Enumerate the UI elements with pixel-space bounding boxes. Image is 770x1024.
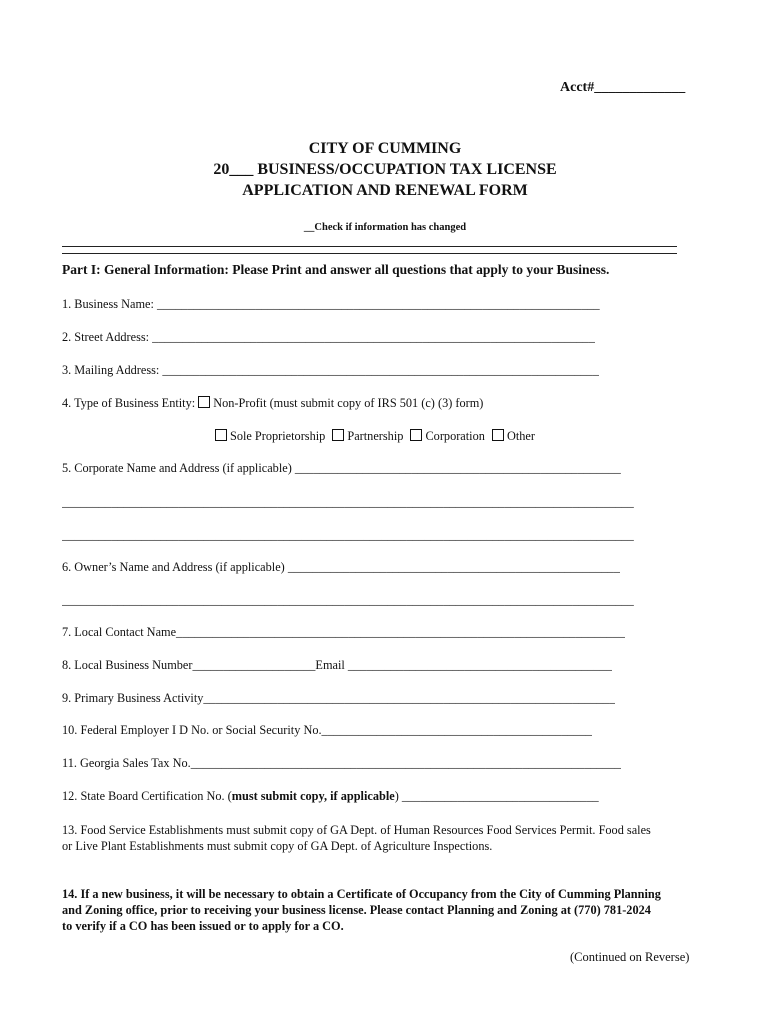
- corporate-address-line-2[interactable]: _____________________________________________________________________________________________: [62, 495, 634, 509]
- form-title-line: 20___ BUSINESS/OCCUPATION TAX LICENSE: [213, 161, 557, 178]
- state-board-field[interactable]: [62, 789, 599, 804]
- business-entity-label: 4. Type of Business Entity:: [62, 396, 196, 410]
- separator-rule: [62, 246, 677, 254]
- local-contact-field[interactable]: 7. Local Contact Name_________________________________________________________________________: [62, 625, 625, 639]
- other-label: Other: [506, 429, 535, 443]
- business-entity-row: [62, 396, 483, 411]
- owner-address-line-2[interactable]: _____________________________________________________________________________________________: [62, 593, 634, 607]
- owner-name-field[interactable]: 6. Owner’s Name and Address (if applicable) ______________________________________________________: [62, 560, 620, 574]
- note-number: 14.: [62, 887, 78, 901]
- corporate-address-line-3[interactable]: _____________________________________________________________________________________________: [62, 528, 634, 542]
- certificate-occupancy-note: [62, 886, 662, 934]
- food-service-note: 13. Food Service Establishments must submit copy of GA Dept. of Human Resources Food Services Permit. Food sales or Live Plant Establishments must submit copy of GA Dept. of Agriculture Inspections.: [62, 823, 651, 853]
- state-board-blank[interactable]: ) ________________________________: [394, 789, 599, 803]
- form-subtitle: APPLICATION AND RENEWAL FORM: [242, 182, 528, 199]
- info-changed-check[interactable]: __Check if information has changed: [303, 222, 467, 233]
- corporate-name-field[interactable]: 5. Corporate Name and Address (if applicable) _____________________________________________________: [62, 461, 621, 475]
- note-text: If a new business, it will be necessary to obtain a Certificate of Occupancy from the City of Cumming Planning and Zoning office, prior to receiving your business license. Please contact Planning and Zoning at (770) 781-2024 to verify if a CO has been issued or to apply for a CO.: [62, 887, 661, 933]
- entity-options-row: [215, 429, 535, 444]
- account-number-field[interactable]: Acct#_____________: [560, 80, 686, 95]
- nonprofit-checkbox[interactable]: [198, 396, 210, 408]
- city-title: CITY OF CUMMING: [308, 140, 462, 157]
- primary-activity-field[interactable]: 9. Primary Business Activity___________________________________________________________________: [62, 691, 616, 705]
- corporation-checkbox[interactable]: [410, 429, 422, 441]
- sole-proprietorship-checkbox[interactable]: [215, 429, 227, 441]
- street-address-field[interactable]: 2. Street Address: ________________________________________________________________________: [62, 330, 595, 344]
- part1-heading: Part I: General Information: Please Print and answer all questions that apply to your Business.: [62, 262, 610, 277]
- other-checkbox[interactable]: [492, 429, 504, 441]
- state-board-note: must submit copy, if applicable: [231, 789, 395, 803]
- business-number-email-field[interactable]: 8. Local Business Number____________________Email ___________________________________________: [62, 658, 613, 672]
- sales-tax-field[interactable]: 11. Georgia Sales Tax No.______________________________________________________________________: [62, 756, 622, 770]
- federal-id-field[interactable]: 10. Federal Employer I D No. or Social Security No.____________________________________________: [62, 723, 593, 737]
- continued-note: (Continued on Reverse): [570, 950, 690, 964]
- partnership-checkbox[interactable]: [332, 429, 344, 441]
- sole-proprietorship-label: Sole Proprietorship: [230, 429, 326, 443]
- corporation-label: Corporation: [425, 429, 485, 443]
- partnership-label: Partnership: [347, 429, 404, 443]
- state-board-label: 12. State Board Certification No. (: [62, 789, 232, 803]
- business-name-field[interactable]: 1. Business Name: ________________________________________________________________________: [62, 297, 600, 311]
- mailing-address-field[interactable]: 3. Mailing Address: _______________________________________________________________________: [62, 363, 599, 377]
- nonprofit-label: Non-Profit (must submit copy of IRS 501 (c) (3) form): [213, 396, 484, 410]
